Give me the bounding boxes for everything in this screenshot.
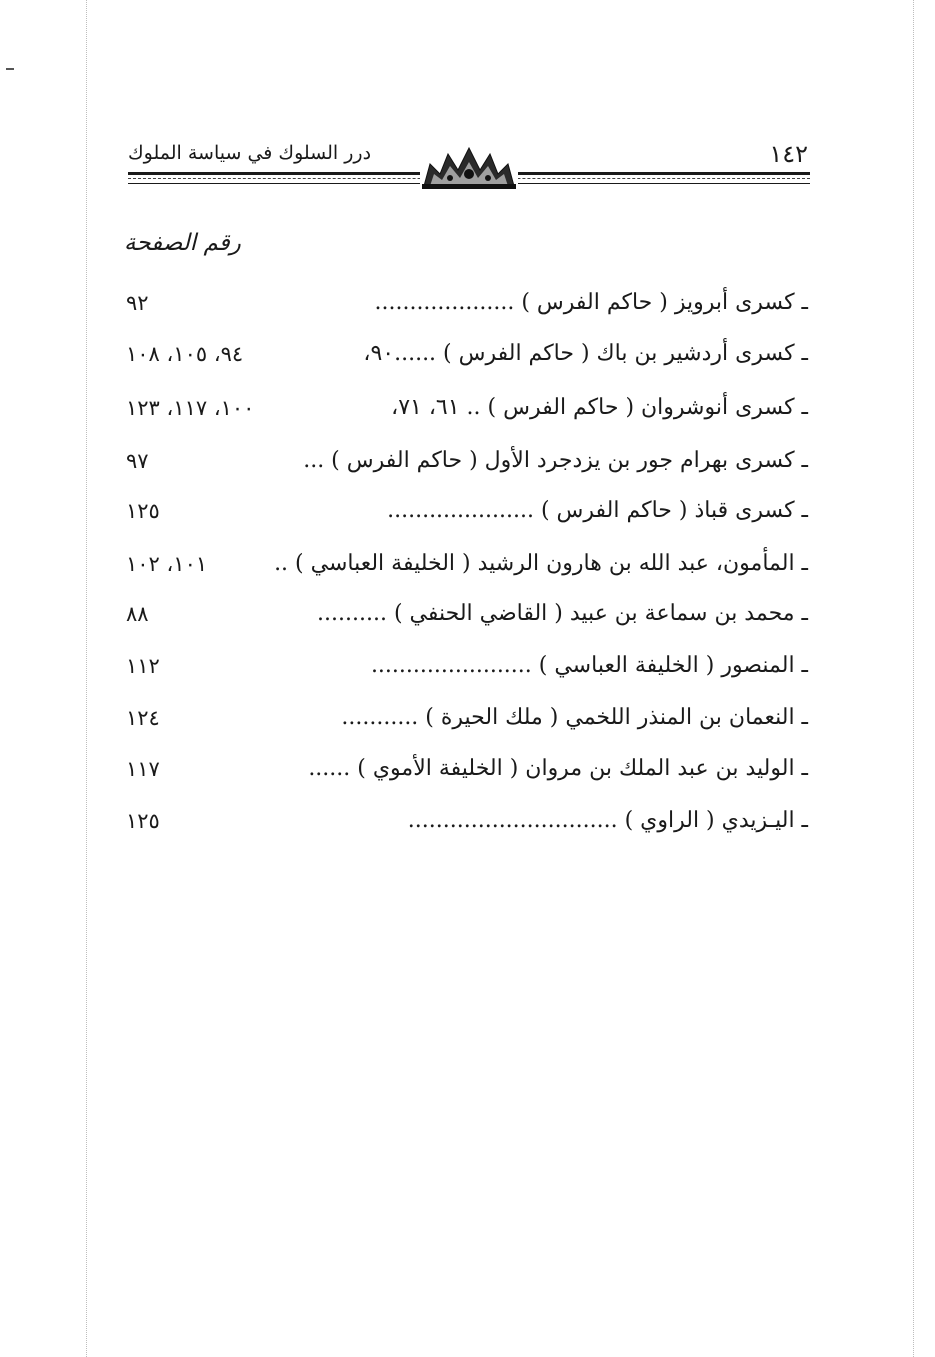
entry-text: ـ الوليد بن عبد الملك بن مروان ( الخليفة الأموي ) ...... [308, 756, 808, 781]
page-number-column-label: رقم الصفحة [124, 230, 241, 256]
entry-text: ـ كسرى بهرام جور بن يزدجرد الأول ( حاكم الفرس ) ... [303, 448, 808, 473]
entry-pages: ١٢٤ [126, 706, 160, 730]
entry-pages: ٨٨ [126, 602, 149, 626]
index-entry [118, 701, 808, 741]
entry-text: ـ كسرى أنوشروان ( حاكم الفرس ) .. ٦١، ٧١، [391, 395, 808, 420]
running-header [128, 136, 810, 188]
index-entry [118, 286, 808, 326]
page-number: ١٤٢ [769, 140, 808, 168]
index-entry [118, 752, 808, 792]
scan-edge-right [913, 0, 914, 1357]
entry-text: ـ المنصور ( الخليفة العباسي ) ....................... [370, 653, 808, 678]
entry-pages: ٩٧ [126, 449, 149, 473]
entry-pages: ١٢٥ [126, 809, 160, 833]
entry-text: ـ كسرى أردشير بن باك ( حاكم الفرس ) ......٩٠، [363, 341, 808, 366]
index-entry [118, 804, 808, 844]
index-entry [118, 444, 808, 484]
entry-text: ـ اليـزيدي ( الراوي ) .............................. [407, 808, 808, 833]
entry-pages: ١٢٥ [126, 499, 160, 523]
scan-speck [6, 68, 14, 70]
index-entry [118, 337, 808, 377]
entry-pages: ١٠٠، ١١٧، ١٢٣ [126, 396, 255, 420]
index-entry [118, 547, 808, 587]
book-title: درر السلوك في سياسة الملوك [128, 142, 372, 164]
scan-edge-left [86, 0, 87, 1357]
entry-pages: ١١٧ [126, 757, 160, 781]
entry-text: ـ محمد بن سماعة بن عبيد ( القاضي الحنفي ) .......... [317, 601, 808, 626]
index-entry [118, 494, 808, 534]
entry-pages: ٩٤، ١٠٥، ١٠٨ [126, 342, 244, 366]
index-entry [118, 649, 808, 689]
entry-text: ـ المأمون، عبد الله بن هارون الرشيد ( الخليفة العباسي ) .. [274, 551, 808, 576]
entry-pages: ١٠١، ١٠٢ [126, 552, 208, 576]
index-entry [118, 391, 808, 431]
index-entry [118, 597, 808, 637]
entry-text: ـ كسرى قباذ ( حاكم الفرس ) ..................... [387, 498, 808, 523]
entry-text: ـ النعمان بن المنذر اللخمي ( ملك الحيرة ) ........... [341, 705, 808, 730]
entry-text: ـ كسرى أبرويز ( حاكم الفرس ) .................... [374, 290, 808, 315]
crown-ornament-icon [420, 144, 518, 190]
entry-pages: ١١٢ [126, 654, 160, 678]
entry-pages: ٩٢ [126, 291, 149, 315]
